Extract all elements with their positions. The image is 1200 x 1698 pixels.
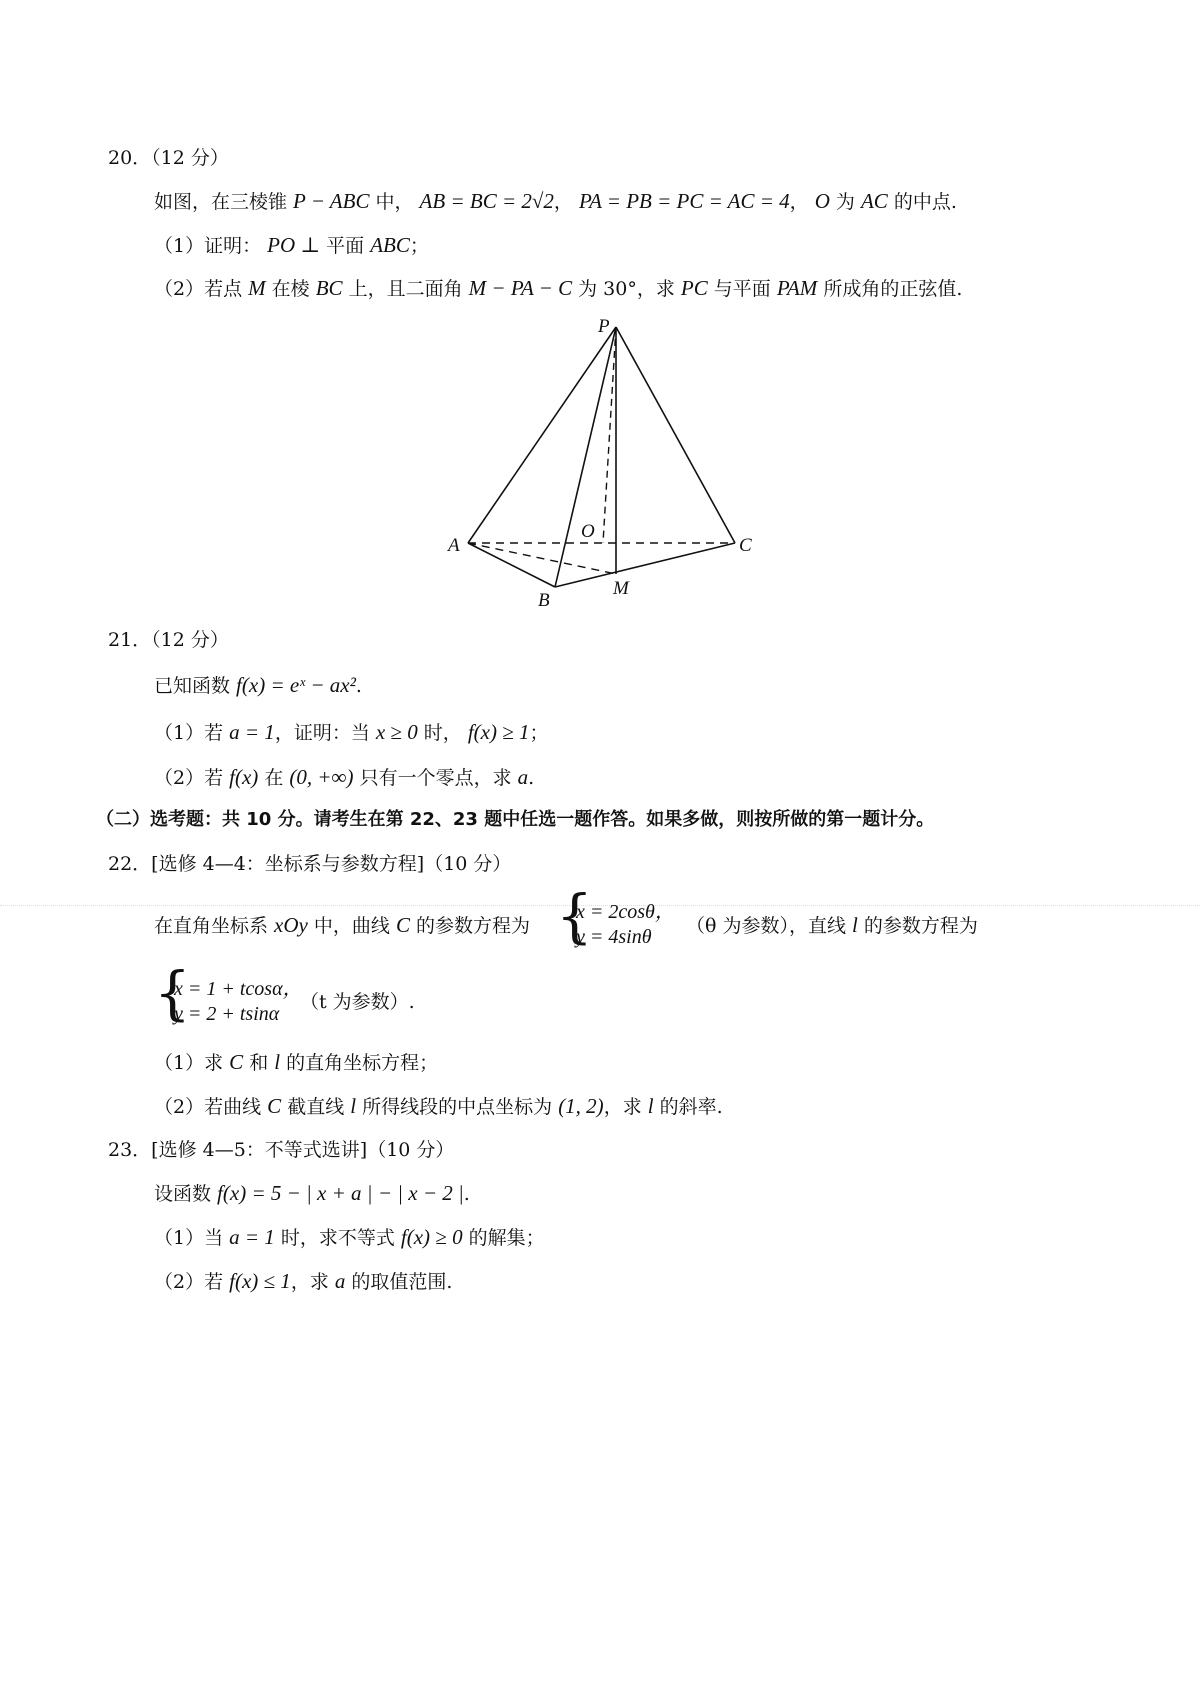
math: a xyxy=(334,1269,346,1293)
equation-row: y = 2 + tsinα xyxy=(174,1003,280,1025)
math: x ≥ 0 xyxy=(375,720,418,744)
math: f(x) = eˣ − ax² xyxy=(236,673,356,697)
text: . xyxy=(355,675,362,697)
q22-stem-line1 xyxy=(154,913,530,938)
math: M xyxy=(248,276,266,300)
text: ， xyxy=(553,191,579,213)
equation-row: x = 1 + tcosα， xyxy=(174,978,303,1000)
math: C xyxy=(229,1050,244,1074)
text: （1）若 xyxy=(154,722,230,744)
math: AB = BC = 2√2 xyxy=(419,189,554,213)
q21-part1 xyxy=(154,720,549,745)
text: 截直线 xyxy=(281,1096,351,1118)
text: 和 xyxy=(243,1052,275,1074)
math: l xyxy=(647,1094,654,1118)
q22-part1 xyxy=(154,1050,438,1075)
math: l xyxy=(350,1094,357,1118)
text: 的取值范围. xyxy=(345,1271,453,1293)
label-p: P xyxy=(598,316,610,337)
text: . xyxy=(528,767,535,789)
text: 的中点. xyxy=(887,191,957,213)
text: （2）若曲线 xyxy=(154,1096,268,1118)
math: PO ⊥ xyxy=(267,233,321,257)
q20-header: 20．（12 分） xyxy=(108,147,229,169)
math: (1, 2) xyxy=(558,1094,604,1118)
text: 为 30°，求 xyxy=(572,278,681,300)
math: AC xyxy=(860,189,888,213)
text: 平面 xyxy=(320,235,371,257)
text: （1）当 xyxy=(154,1227,230,1249)
label-a: A xyxy=(448,535,460,556)
math: C xyxy=(267,1094,282,1118)
text: 在 xyxy=(258,767,290,789)
math: BC xyxy=(315,276,343,300)
math: PA = PB = PC = AC = 4 xyxy=(578,189,790,213)
edge-ab xyxy=(468,543,555,587)
text: （2）若点 xyxy=(154,278,249,300)
text: ，求 xyxy=(603,1096,648,1118)
math: f(x) ≤ 1 xyxy=(229,1269,291,1293)
q20-part2 xyxy=(154,276,962,301)
math: a = 1 xyxy=(229,1225,275,1249)
math: xOy xyxy=(274,913,308,937)
text: 时， xyxy=(417,722,468,744)
q22-stem-line2: （t 为参数）. xyxy=(300,991,415,1013)
text: 时，求不等式 xyxy=(274,1227,401,1249)
math: ABC xyxy=(370,233,410,257)
q23-part2 xyxy=(154,1269,452,1294)
math: f(x) ≥ 1 xyxy=(467,720,530,744)
q23-header: 23．[选修 4—5：不等式选讲]（10 分） xyxy=(108,1139,455,1161)
q20-part1 xyxy=(154,233,429,258)
text: 所得线段的中点坐标为 xyxy=(356,1096,559,1118)
text: （1）求 xyxy=(154,1052,230,1074)
q23-part1 xyxy=(154,1225,545,1250)
pyramid-figure xyxy=(440,310,770,610)
math: a = 1 xyxy=(229,720,275,744)
q20-stem xyxy=(154,189,957,214)
q22-part2 xyxy=(154,1094,723,1119)
text: ； xyxy=(529,722,549,744)
math: M − PA − C xyxy=(468,276,573,300)
text: ，求 xyxy=(290,1271,335,1293)
math: O xyxy=(814,189,830,213)
text: 与平面 xyxy=(707,278,777,300)
q22-header: 22．[选修 4—4：坐标系与参数方程]（10 分） xyxy=(108,853,512,875)
equation-row: x = 2cosθ， xyxy=(576,901,675,923)
label-m: M xyxy=(613,578,629,599)
math: C xyxy=(395,913,410,937)
text: 的斜率. xyxy=(653,1096,723,1118)
text: 如图，在三棱锥 xyxy=(154,191,294,213)
math: f(x) ≥ 0 xyxy=(400,1225,463,1249)
text: （2）若 xyxy=(154,767,230,789)
text: . xyxy=(463,1183,470,1205)
curve-c-equations xyxy=(556,882,686,955)
brace: { xyxy=(556,882,593,950)
text: 的参数方程为 xyxy=(857,915,978,937)
math: l xyxy=(852,913,858,937)
brace: { xyxy=(154,959,191,1027)
text: ； xyxy=(409,235,429,257)
text: （θ 为参数），直线 xyxy=(686,915,853,937)
text: 在棱 xyxy=(265,278,316,300)
edge-bc xyxy=(555,543,735,587)
q21-part2 xyxy=(154,765,534,790)
text: 的解集； xyxy=(462,1227,545,1249)
edge-pc xyxy=(616,327,735,543)
math: (0, +∞) xyxy=(289,765,354,789)
math: l xyxy=(274,1050,281,1074)
math: a xyxy=(517,765,529,789)
edge-pa xyxy=(468,327,616,543)
equation-row: y = 4sinθ xyxy=(576,926,652,948)
text: ，证明：当 xyxy=(274,722,376,744)
section-heading: （二）选考题：共 10 分。请考生在第 22、23 题中任选一题作答。如果多做，则按所做的第一题计分。 xyxy=(96,809,935,830)
text: 所成角的正弦值. xyxy=(817,278,963,300)
q22-stem-line1b xyxy=(686,913,978,938)
math: f(x) = 5 − | x + a | − | x − 2 | xyxy=(217,1181,464,1205)
q21-header: 21．（12 分） xyxy=(108,629,229,651)
text: （2）若 xyxy=(154,1271,230,1293)
edge-am xyxy=(468,543,616,574)
label-b: B xyxy=(538,590,550,610)
line-l-equations xyxy=(154,959,303,1032)
math: PAM xyxy=(776,276,818,300)
edge-pb xyxy=(555,327,616,587)
edge-po xyxy=(603,327,616,543)
text: 中，曲线 xyxy=(307,915,396,937)
text: 的参数方程为 xyxy=(409,915,531,937)
text: 已知函数 xyxy=(154,675,237,697)
text: 设函数 xyxy=(154,1183,218,1205)
text: 的直角坐标方程； xyxy=(280,1052,439,1074)
text: （1）证明： xyxy=(154,235,268,257)
label-c: C xyxy=(739,535,752,556)
text: ， xyxy=(789,191,815,213)
label-o: O xyxy=(581,521,595,542)
math: P − ABC xyxy=(293,189,370,213)
text: 中， xyxy=(369,191,420,213)
text: 为 xyxy=(829,191,861,213)
q21-stem xyxy=(154,673,362,698)
text: 只有一个零点，求 xyxy=(353,767,518,789)
math: PC xyxy=(680,276,708,300)
text: 在直角坐标系 xyxy=(154,915,275,937)
math: f(x) xyxy=(229,765,259,789)
q23-stem xyxy=(154,1181,470,1206)
text: 上，且二面角 xyxy=(342,278,469,300)
